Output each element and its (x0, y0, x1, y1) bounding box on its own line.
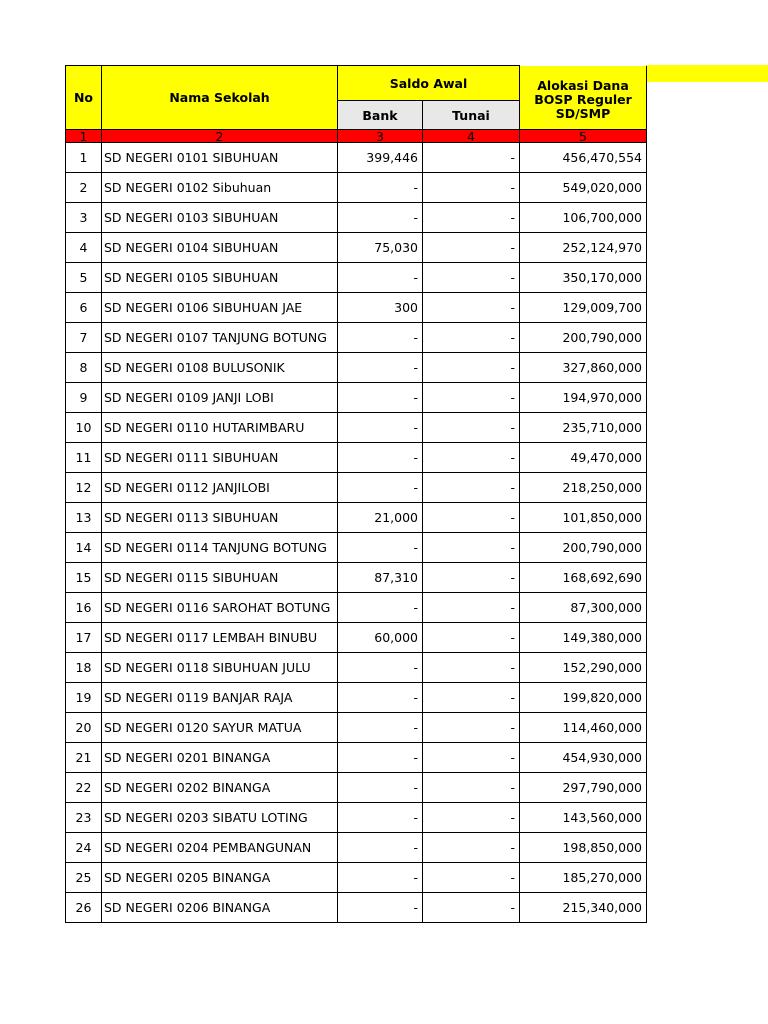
saldo-tunai-cell[interactable]: - (423, 533, 520, 563)
table-row[interactable] (66, 893, 647, 923)
table-row[interactable] (66, 863, 647, 893)
saldo-tunai-cell[interactable]: - (423, 893, 520, 923)
saldo-bank-cell[interactable]: - (338, 533, 423, 563)
table-row[interactable] (66, 503, 647, 533)
saldo-bank-cell[interactable]: - (338, 833, 423, 863)
saldo-tunai-cell[interactable]: - (423, 863, 520, 893)
school-name-cell[interactable]: SD NEGERI 0113 SIBUHUAN (102, 503, 338, 533)
table-row[interactable] (66, 413, 647, 443)
saldo-bank-cell[interactable]: - (338, 773, 423, 803)
alokasi-cell[interactable]: 114,460,000 (520, 713, 647, 743)
table-row[interactable] (66, 323, 647, 353)
saldo-tunai-cell[interactable]: - (423, 593, 520, 623)
school-name-cell[interactable]: SD NEGERI 0112 JANJILOBI (102, 473, 338, 503)
saldo-bank-cell[interactable]: - (338, 173, 423, 203)
saldo-bank-cell[interactable]: - (338, 323, 423, 353)
saldo-tunai-cell[interactable]: - (423, 203, 520, 233)
table-row[interactable] (66, 713, 647, 743)
saldo-bank-cell[interactable]: - (338, 473, 423, 503)
saldo-bank-cell[interactable]: 60,000 (338, 623, 423, 653)
header-nama-sekolah: Nama Sekolah (102, 66, 338, 130)
saldo-tunai-cell[interactable]: - (423, 443, 520, 473)
header-tunai: Tunai (423, 101, 520, 130)
row-number[interactable]: 23 (66, 803, 102, 833)
row-number[interactable]: 15 (66, 563, 102, 593)
alokasi-cell[interactable]: 454,930,000 (520, 743, 647, 773)
school-name-cell[interactable]: SD NEGERI 0118 SIBUHUAN JULU (102, 653, 338, 683)
column-number-row (66, 130, 647, 143)
school-name-cell[interactable]: SD NEGERI 0114 TANJUNG BOTUNG (102, 533, 338, 563)
alokasi-cell[interactable]: 198,850,000 (520, 833, 647, 863)
school-name-cell[interactable]: SD NEGERI 0105 SIBUHUAN (102, 263, 338, 293)
header-bank: Bank (338, 101, 423, 130)
row-number[interactable]: 4 (66, 233, 102, 263)
alokasi-cell[interactable]: 350,170,000 (520, 263, 647, 293)
row-number[interactable]: 18 (66, 653, 102, 683)
school-name-cell[interactable]: SD NEGERI 0104 SIBUHUAN (102, 233, 338, 263)
saldo-bank-cell[interactable]: - (338, 353, 423, 383)
school-name-cell[interactable]: SD NEGERI 0115 SIBUHUAN (102, 563, 338, 593)
table-row[interactable] (66, 803, 647, 833)
saldo-bank-cell[interactable]: - (338, 713, 423, 743)
school-name-cell[interactable]: SD NEGERI 0202 BINANGA (102, 773, 338, 803)
saldo-bank-cell[interactable]: - (338, 653, 423, 683)
saldo-bank-cell[interactable]: - (338, 863, 423, 893)
row-number[interactable]: 10 (66, 413, 102, 443)
saldo-tunai-cell[interactable]: - (423, 623, 520, 653)
saldo-bank-cell[interactable]: - (338, 203, 423, 233)
header-saldo-awal: Saldo Awal (338, 66, 520, 101)
alokasi-cell[interactable]: 200,790,000 (520, 533, 647, 563)
alokasi-cell[interactable]: 199,820,000 (520, 683, 647, 713)
alokasi-cell[interactable]: 549,020,000 (520, 173, 647, 203)
col-number-4: 4 (423, 130, 520, 143)
saldo-bank-cell[interactable]: - (338, 263, 423, 293)
col-number-5: 5 (520, 130, 647, 143)
row-number[interactable]: 14 (66, 533, 102, 563)
table-row[interactable] (66, 833, 647, 863)
row-number[interactable]: 19 (66, 683, 102, 713)
school-name-cell[interactable]: SD NEGERI 0109 JANJI LOBI (102, 383, 338, 413)
school-name-cell[interactable]: SD NEGERI 0204 PEMBANGUNAN (102, 833, 338, 863)
alokasi-cell[interactable]: 194,970,000 (520, 383, 647, 413)
row-number[interactable]: 5 (66, 263, 102, 293)
table-row[interactable] (66, 173, 647, 203)
table-row[interactable] (66, 473, 647, 503)
saldo-bank-cell[interactable]: - (338, 803, 423, 833)
alokasi-cell[interactable]: 235,710,000 (520, 413, 647, 443)
saldo-tunai-cell[interactable]: - (423, 683, 520, 713)
table-row[interactable] (66, 533, 647, 563)
alokasi-cell[interactable]: 106,700,000 (520, 203, 647, 233)
alokasi-cell[interactable]: 215,340,000 (520, 893, 647, 923)
saldo-tunai-cell[interactable]: - (423, 263, 520, 293)
saldo-bank-cell[interactable]: 21,000 (338, 503, 423, 533)
saldo-tunai-cell[interactable]: - (423, 323, 520, 353)
alokasi-cell[interactable]: 149,380,000 (520, 623, 647, 653)
saldo-tunai-cell[interactable]: - (423, 383, 520, 413)
table-row[interactable] (66, 143, 647, 173)
table-row[interactable] (66, 683, 647, 713)
saldo-tunai-cell[interactable]: - (423, 173, 520, 203)
row-number[interactable]: 3 (66, 203, 102, 233)
row-number[interactable]: 22 (66, 773, 102, 803)
saldo-tunai-cell[interactable]: - (423, 353, 520, 383)
school-name-cell[interactable]: SD NEGERI 0111 SIBUHUAN (102, 443, 338, 473)
bosp-allocation-table (65, 65, 647, 923)
alokasi-cell[interactable]: 185,270,000 (520, 863, 647, 893)
table-row[interactable] (66, 263, 647, 293)
saldo-bank-cell[interactable]: 399,446 (338, 143, 423, 173)
school-name-cell[interactable]: SD NEGERI 0120 SAYUR MATUA (102, 713, 338, 743)
row-number[interactable]: 12 (66, 473, 102, 503)
table-row[interactable] (66, 593, 647, 623)
school-name-cell[interactable]: SD NEGERI 0116 SAROHAT BOTUNG (102, 593, 338, 623)
row-number[interactable]: 25 (66, 863, 102, 893)
saldo-tunai-cell[interactable]: - (423, 653, 520, 683)
saldo-tunai-cell[interactable]: - (423, 833, 520, 863)
alokasi-cell[interactable]: 152,290,000 (520, 653, 647, 683)
table-row[interactable] (66, 773, 647, 803)
row-number[interactable]: 24 (66, 833, 102, 863)
school-name-cell[interactable]: SD NEGERI 0206 BINANGA (102, 893, 338, 923)
school-name-cell[interactable]: SD NEGERI 0201 BINANGA (102, 743, 338, 773)
table-row[interactable] (66, 443, 647, 473)
row-number[interactable]: 11 (66, 443, 102, 473)
header-no: No (66, 66, 102, 130)
school-name-cell[interactable]: SD NEGERI 0106 SIBUHUAN JAE (102, 293, 338, 323)
table-row[interactable] (66, 233, 647, 263)
school-name-cell[interactable]: SD NEGERI 0110 HUTARIMBARU (102, 413, 338, 443)
table-row[interactable] (66, 563, 647, 593)
school-name-cell[interactable]: SD NEGERI 0103 SIBUHUAN (102, 203, 338, 233)
row-number[interactable]: 2 (66, 173, 102, 203)
saldo-bank-cell[interactable]: - (338, 743, 423, 773)
saldo-tunai-cell[interactable]: - (423, 143, 520, 173)
saldo-bank-cell[interactable]: - (338, 593, 423, 623)
header-fill-extension (646, 65, 768, 82)
alokasi-cell[interactable]: 49,470,000 (520, 443, 647, 473)
saldo-bank-cell[interactable]: 87,310 (338, 563, 423, 593)
alokasi-cell[interactable]: 252,124,970 (520, 233, 647, 263)
saldo-bank-cell[interactable]: - (338, 383, 423, 413)
saldo-bank-cell[interactable]: - (338, 443, 423, 473)
col-number-3: 3 (338, 130, 423, 143)
alokasi-cell[interactable]: 143,560,000 (520, 803, 647, 833)
table-row[interactable] (66, 353, 647, 383)
table-row[interactable] (66, 653, 647, 683)
alokasi-cell[interactable]: 87,300,000 (520, 593, 647, 623)
saldo-tunai-cell[interactable]: - (423, 293, 520, 323)
saldo-tunai-cell[interactable]: - (423, 233, 520, 263)
alokasi-cell[interactable]: 297,790,000 (520, 773, 647, 803)
row-number[interactable]: 20 (66, 713, 102, 743)
row-number[interactable]: 6 (66, 293, 102, 323)
school-name-cell[interactable]: SD NEGERI 0205 BINANGA (102, 863, 338, 893)
saldo-tunai-cell[interactable]: - (423, 563, 520, 593)
row-number[interactable]: 7 (66, 323, 102, 353)
col-number-1: 1 (66, 130, 102, 143)
header-alokasi: Alokasi Dana BOSP Reguler SD/SMP (520, 66, 647, 130)
saldo-tunai-cell[interactable]: - (423, 713, 520, 743)
row-number[interactable]: 26 (66, 893, 102, 923)
alokasi-cell[interactable]: 168,692,690 (520, 563, 647, 593)
school-name-cell[interactable]: SD NEGERI 0119 BANJAR RAJA (102, 683, 338, 713)
saldo-bank-cell[interactable]: - (338, 413, 423, 443)
table-row[interactable] (66, 743, 647, 773)
table-row[interactable] (66, 203, 647, 233)
saldo-bank-cell[interactable]: - (338, 683, 423, 713)
saldo-bank-cell[interactable]: 300 (338, 293, 423, 323)
school-name-cell[interactable]: SD NEGERI 0102 Sibuhuan (102, 173, 338, 203)
table-row[interactable] (66, 383, 647, 413)
saldo-tunai-cell[interactable]: - (423, 803, 520, 833)
row-number[interactable]: 8 (66, 353, 102, 383)
saldo-tunai-cell[interactable]: - (423, 773, 520, 803)
alokasi-cell[interactable]: 218,250,000 (520, 473, 647, 503)
alokasi-cell[interactable]: 456,470,554 (520, 143, 647, 173)
school-name-cell[interactable]: SD NEGERI 0107 TANJUNG BOTUNG (102, 323, 338, 353)
row-number[interactable]: 16 (66, 593, 102, 623)
alokasi-cell[interactable]: 327,860,000 (520, 353, 647, 383)
saldo-bank-cell[interactable]: 75,030 (338, 233, 423, 263)
row-number[interactable]: 13 (66, 503, 102, 533)
alokasi-cell[interactable]: 101,850,000 (520, 503, 647, 533)
school-name-cell[interactable]: SD NEGERI 0203 SIBATU LOTING (102, 803, 338, 833)
row-number[interactable]: 21 (66, 743, 102, 773)
school-name-cell[interactable]: SD NEGERI 0117 LEMBAH BINUBU (102, 623, 338, 653)
school-name-cell[interactable]: SD NEGERI 0108 BULUSONIK (102, 353, 338, 383)
row-number[interactable]: 17 (66, 623, 102, 653)
row-number[interactable]: 1 (66, 143, 102, 173)
table-row[interactable] (66, 293, 647, 323)
alokasi-cell[interactable]: 129,009,700 (520, 293, 647, 323)
saldo-tunai-cell[interactable]: - (423, 473, 520, 503)
alokasi-cell[interactable]: 200,790,000 (520, 323, 647, 353)
row-number[interactable]: 9 (66, 383, 102, 413)
col-number-2: 2 (102, 130, 338, 143)
saldo-tunai-cell[interactable]: - (423, 413, 520, 443)
saldo-tunai-cell[interactable]: - (423, 503, 520, 533)
saldo-tunai-cell[interactable]: - (423, 743, 520, 773)
saldo-bank-cell[interactable]: - (338, 893, 423, 923)
school-name-cell[interactable]: SD NEGERI 0101 SIBUHUAN (102, 143, 338, 173)
table-row[interactable] (66, 623, 647, 653)
